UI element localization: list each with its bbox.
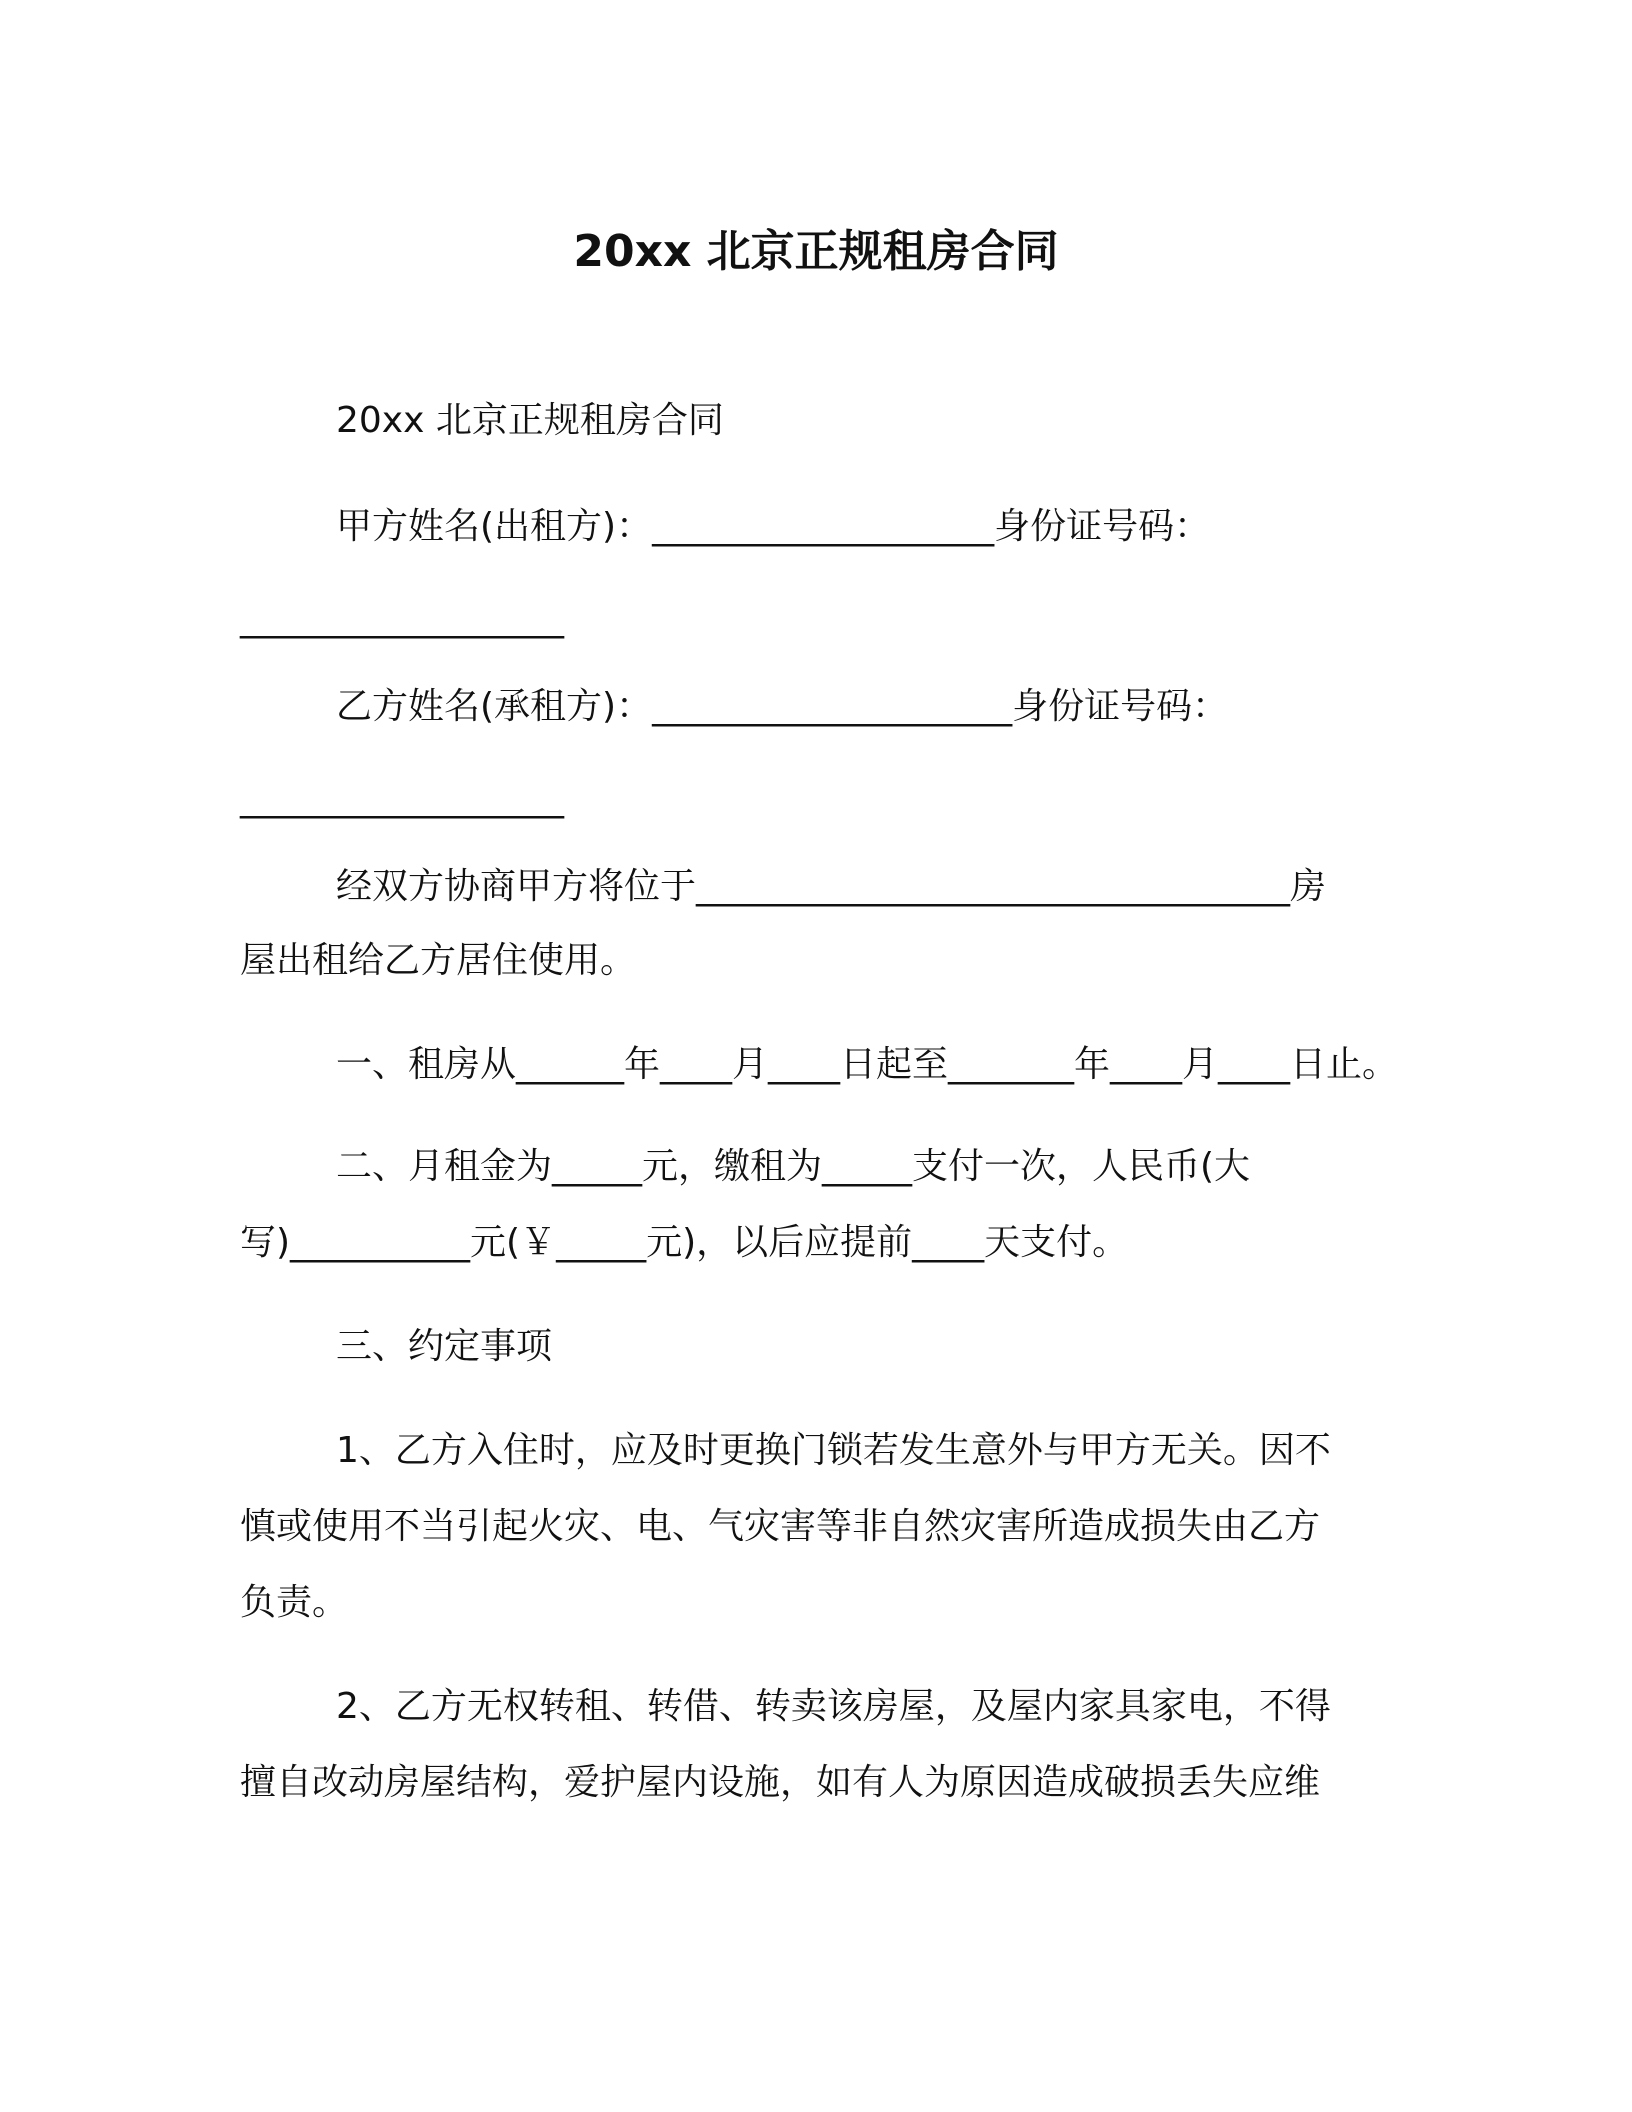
party-b-line: 乙方姓名(承租方)：____________________身份证号码：: [336, 686, 1229, 727]
property-location-line-cont: 屋出租给乙方居住使用。: [240, 940, 637, 981]
item-1-line-3: 负责。: [240, 1582, 349, 1623]
party-a-line: 甲方姓名(出租方)：___________________身份证号码：: [336, 506, 1211, 547]
clause-3-heading: 三、约定事项: [336, 1326, 553, 1367]
property-location-line: 经双方协商甲方将位于_________________________________房: [336, 866, 1327, 907]
clause-2-rent-cont: 写)__________元(￥_____元)，以后应提前____天支付。: [240, 1222, 1129, 1263]
party-a-id-blank: __________________: [240, 598, 564, 639]
document-title: 20xx 北京正规租房合同: [573, 226, 1059, 277]
item-1-line-2: 慎或使用不当引起火灾、电、气灾害等非自然灾害所造成损失由乙方: [240, 1506, 1321, 1547]
clause-2-rent: 二、月租金为_____元，缴租为_____支付一次，人民币(大: [336, 1146, 1251, 1187]
item-2-line-1: 2、乙方无权转租、转借、转卖该房屋，及屋内家具家电，不得: [336, 1686, 1331, 1727]
item-2-line-2: 擅自改动房屋结构，爱护屋内设施，如有人为原因造成破损丢失应维: [240, 1762, 1321, 1803]
party-b-id-blank: __________________: [240, 778, 564, 819]
subtitle-line: 20xx 北京正规租房合同: [336, 400, 724, 441]
item-1-line-1: 1、乙方入住时，应及时更换门锁若发生意外与甲方无关。因不: [336, 1430, 1331, 1471]
clause-1-rental-period: 一、租房从______年____月____日起至_______年____月____日止。: [336, 1044, 1399, 1085]
